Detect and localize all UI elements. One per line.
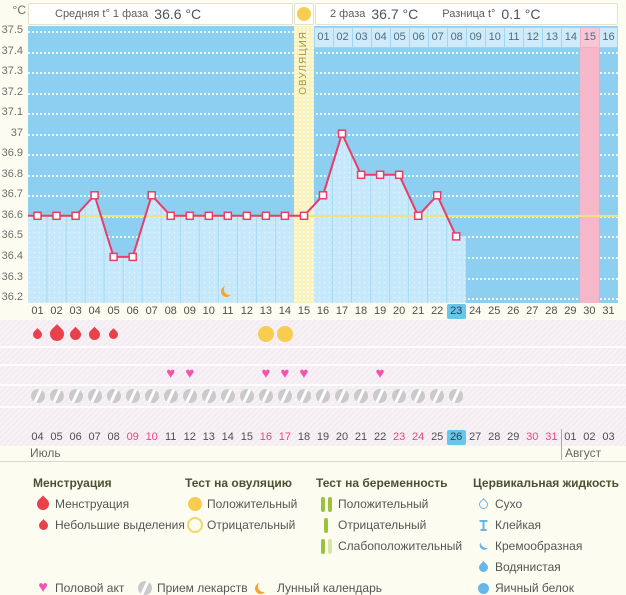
cycle-day-label[interactable]: 24 <box>469 305 482 317</box>
temp-point[interactable] <box>301 212 308 219</box>
medication-icon[interactable] <box>107 389 121 403</box>
legend-item-label: Водянистая <box>495 560 561 574</box>
temp-point[interactable] <box>415 212 422 219</box>
legend-item-label: Положительный <box>338 497 429 511</box>
medication-icon[interactable] <box>88 389 102 403</box>
cycle-day-label[interactable]: 02 <box>50 305 63 317</box>
y-axis-tick: 37.5 <box>1 24 23 36</box>
date-label[interactable]: 31 <box>545 431 558 443</box>
sticky-blue-icon <box>473 517 493 533</box>
cycle-day-label[interactable]: 17 <box>335 305 349 317</box>
medication-icon[interactable] <box>126 389 140 403</box>
medication-icon[interactable] <box>278 389 292 403</box>
date-label[interactable]: 11 <box>164 431 177 443</box>
legend-item-label: Сухо <box>495 497 523 511</box>
temp-point[interactable] <box>34 212 41 219</box>
date-label[interactable]: 23 <box>392 431 406 443</box>
date-label[interactable]: 27 <box>469 431 482 443</box>
cycle-day-label[interactable]: 29 <box>564 305 577 317</box>
date-label[interactable]: 13 <box>202 431 215 443</box>
menstruation-icon[interactable] <box>31 328 44 341</box>
cycle-day-label[interactable]: 18 <box>354 305 368 317</box>
circle-yellow-icon <box>185 496 205 512</box>
intercourse-icon[interactable]: ♥ <box>185 365 195 382</box>
date-label[interactable]: 06 <box>69 431 82 443</box>
cycle-day-label[interactable]: 11 <box>222 305 234 317</box>
lunar-calendar-icon <box>224 284 235 295</box>
medication-icon[interactable] <box>50 389 64 403</box>
medication-icon[interactable] <box>259 389 273 403</box>
y-axis-tick: 37 <box>10 126 23 139</box>
date-label[interactable]: 10 <box>145 431 158 443</box>
temp-point[interactable] <box>186 212 193 219</box>
date-label[interactable]: 17 <box>278 431 292 443</box>
phase1-value: 36.6 °C <box>154 6 202 22</box>
ovulation-marker-cell <box>294 3 314 25</box>
temp-point[interactable] <box>396 171 403 178</box>
temp-point[interactable] <box>205 212 212 219</box>
menstruation-icon[interactable] <box>87 326 103 342</box>
moon-orange-icon <box>255 580 275 595</box>
bars-weak-icon <box>316 538 336 554</box>
cycle-day-label[interactable]: 26 <box>507 305 520 317</box>
dpo-cell: 07 <box>428 27 448 48</box>
y-axis <box>0 0 26 320</box>
temp-point[interactable] <box>91 192 98 199</box>
y-axis-tick: 36.6 <box>1 208 23 221</box>
date-label[interactable]: 02 <box>583 431 596 443</box>
legend-item-label: Яичный белок <box>495 581 574 595</box>
date-label[interactable]: 12 <box>183 431 196 443</box>
cycle-day-label[interactable]: 14 <box>278 305 292 317</box>
pill-gray-icon <box>135 580 155 595</box>
temp-point[interactable] <box>453 233 460 240</box>
medication-icon[interactable] <box>221 389 235 403</box>
temp-point[interactable] <box>53 212 60 219</box>
legend-item-label: Прием лекарств <box>157 581 248 595</box>
y-axis-tick: 36.2 <box>1 291 23 303</box>
medication-icon[interactable] <box>145 389 159 403</box>
date-label[interactable]: 08 <box>107 431 120 443</box>
cycle-day-label[interactable]: 12 <box>240 305 254 317</box>
cycle-day-label[interactable]: 10 <box>202 305 215 317</box>
date-label[interactable]: 20 <box>335 431 349 443</box>
medication-icon[interactable] <box>297 389 311 403</box>
date-label[interactable]: 26 <box>447 430 466 445</box>
ovulation-column-label: ОВУЛЯЦИЯ <box>298 31 309 95</box>
date-label[interactable]: 03 <box>602 431 615 443</box>
temp-point[interactable] <box>377 171 384 178</box>
cycle-day-label[interactable]: 16 <box>316 305 330 317</box>
phase2-label: 2 фаза <box>330 8 366 20</box>
dpo-cell: 11 <box>504 27 524 48</box>
date-label[interactable]: 19 <box>316 431 330 443</box>
cycle-day-label[interactable]: 01 <box>31 305 44 317</box>
medication-icon[interactable] <box>373 389 387 403</box>
medication-icon[interactable] <box>31 389 45 403</box>
cycle-day-label[interactable]: 21 <box>411 305 425 317</box>
intercourse-icon[interactable]: ♥ <box>261 365 271 382</box>
phase2-value: 36.7 °C <box>371 6 419 22</box>
y-axis-tick: 36.4 <box>1 249 23 262</box>
cycle-day-label[interactable]: 07 <box>145 305 158 317</box>
medication-icon[interactable] <box>449 389 463 403</box>
bars-two-icon <box>316 496 336 512</box>
heart-pink-icon: ♥ <box>38 579 48 595</box>
date-label[interactable]: 07 <box>88 431 101 443</box>
intercourse-icon[interactable]: ♥ <box>166 365 176 382</box>
temp-point[interactable] <box>224 212 231 219</box>
legend <box>0 468 626 595</box>
drop-blue-icon <box>473 559 493 575</box>
phase2-summary-box <box>315 3 618 25</box>
circle-blue-icon <box>473 580 493 595</box>
diff-label: Разница t° <box>442 8 496 20</box>
medication-icon[interactable] <box>164 389 178 403</box>
intercourse-icon[interactable]: ♥ <box>299 365 309 382</box>
drop-outline-blue-icon <box>473 496 493 512</box>
medication-icon[interactable] <box>183 389 197 403</box>
date-label[interactable]: 24 <box>411 431 425 443</box>
date-label[interactable]: 21 <box>354 431 368 443</box>
ovulation-test-positive-icon[interactable] <box>277 326 293 342</box>
temp-point[interactable] <box>110 253 117 260</box>
cycle-day-label[interactable]: 08 <box>164 305 177 317</box>
creamy-blue-icon <box>473 538 493 554</box>
cycle-day-label[interactable]: 15 <box>297 305 311 317</box>
cycle-day-label[interactable]: 28 <box>545 305 558 317</box>
date-label[interactable]: 25 <box>431 431 444 443</box>
y-axis-tick: 36.8 <box>1 167 23 180</box>
ovulation-positive-icon <box>297 7 311 21</box>
temp-point[interactable] <box>339 130 346 137</box>
intercourse-icon[interactable]: ♥ <box>280 365 290 382</box>
ovulation-test-positive-icon[interactable] <box>258 326 274 342</box>
dpo-cell: 09 <box>466 27 486 48</box>
legend-item-label: Небольшие выделения <box>55 518 185 532</box>
date-label[interactable]: 16 <box>259 431 273 443</box>
chart-area <box>28 0 618 462</box>
cycle-day-label[interactable]: 09 <box>183 305 196 317</box>
legend-item-label: Лунный календарь <box>277 581 383 595</box>
cycle-day-label[interactable]: 25 <box>488 305 501 317</box>
temp-point[interactable] <box>167 212 174 219</box>
cycle-day-label[interactable]: 06 <box>126 305 139 317</box>
medication-icon[interactable] <box>430 389 444 403</box>
cycle-day-label[interactable]: 31 <box>602 305 615 317</box>
y-axis-tick: 36.7 <box>1 188 23 201</box>
cycle-day-label[interactable]: 04 <box>88 305 101 317</box>
dpo-cell: 03 <box>352 27 372 48</box>
date-label[interactable]: 01 <box>564 431 577 443</box>
dpo-cell: 15 <box>580 27 600 48</box>
legend-item-label: Слабоположительный <box>338 539 463 553</box>
medication-icon[interactable] <box>392 389 406 403</box>
temp-point[interactable] <box>320 192 327 199</box>
y-axis-tick: 37.2 <box>1 85 23 98</box>
dpo-cell: 14 <box>561 27 581 48</box>
drop-large-icon <box>33 496 53 512</box>
temp-unit-label: °C <box>12 3 26 17</box>
date-label[interactable]: 09 <box>126 431 139 443</box>
date-label[interactable]: 04 <box>31 431 44 443</box>
menstruation-icon[interactable] <box>47 324 67 344</box>
temp-point[interactable] <box>262 212 269 219</box>
cycle-day-label[interactable]: 05 <box>107 305 120 317</box>
y-axis-tick: 36.9 <box>1 147 23 160</box>
cycle-day-label[interactable]: 13 <box>259 305 273 317</box>
legend-item-label: Клейкая <box>495 518 542 532</box>
dpo-cell: 06 <box>409 27 429 48</box>
dpo-cell: 08 <box>447 27 467 48</box>
legend-section-title: Менструация <box>33 476 112 490</box>
dpo-cell: 02 <box>333 27 353 48</box>
dpo-cell: 12 <box>523 27 543 48</box>
medication-icon[interactable] <box>335 389 349 403</box>
dpo-cell: 13 <box>542 27 562 48</box>
dpo-cell: 10 <box>485 27 505 48</box>
temp-point[interactable] <box>281 212 288 219</box>
legend-section-title: Цервикальная жидкость <box>473 476 620 490</box>
medication-icon[interactable] <box>69 389 83 403</box>
temp-point[interactable] <box>434 192 441 199</box>
temp-point[interactable] <box>148 192 155 199</box>
temp-point[interactable] <box>358 171 365 178</box>
circle-yellow-outline-icon <box>185 517 205 533</box>
medication-icon[interactable] <box>240 389 254 403</box>
temp-point[interactable] <box>129 253 136 260</box>
legend-item-label: Отрицательный <box>338 518 427 532</box>
month-separator <box>561 429 562 460</box>
dpo-cell: 01 <box>314 27 334 48</box>
legend-item-label: Менструация <box>55 497 130 511</box>
legend-section-title: Тест на овуляцию <box>185 476 292 490</box>
menstruation-icon[interactable] <box>107 328 120 341</box>
diff-value: 0.1 °C <box>501 6 541 22</box>
dpo-cell: 05 <box>390 27 410 48</box>
legend-item-label: Отрицательный <box>207 518 296 532</box>
phase1-summary-box <box>28 3 293 25</box>
date-label[interactable]: 29 <box>507 431 520 443</box>
menstruation-icon[interactable] <box>68 326 84 342</box>
cycle-day-label[interactable]: 27 <box>526 305 539 317</box>
bar-one-icon <box>316 517 336 533</box>
date-label[interactable]: 22 <box>373 431 387 443</box>
legend-section-title: Тест на беременность <box>316 476 448 490</box>
date-label[interactable]: 05 <box>50 431 63 443</box>
temp-point[interactable] <box>243 212 250 219</box>
y-axis-tick: 37.1 <box>1 106 23 119</box>
cycle-day-label[interactable]: 23 <box>447 304 466 319</box>
phase1-label: Средняя t° 1 фаза <box>55 8 149 20</box>
date-label[interactable]: 28 <box>488 431 501 443</box>
y-axis-tick: 37.4 <box>1 44 23 57</box>
medication-icon[interactable] <box>316 389 330 403</box>
cycle-day-label[interactable]: 03 <box>69 305 82 317</box>
cycle-day-label[interactable]: 20 <box>392 305 406 317</box>
y-axis-tick: 37.3 <box>1 65 23 78</box>
dpo-cell: 04 <box>371 27 391 48</box>
legend-item-label: Кремообразная <box>495 539 583 553</box>
month-label-august: Август <box>565 446 602 460</box>
medication-icon[interactable] <box>411 389 425 403</box>
date-label[interactable]: 14 <box>221 431 234 443</box>
cycle-day-label[interactable]: 19 <box>373 305 387 317</box>
medication-icon[interactable] <box>202 389 216 403</box>
legend-item-label: Положительный <box>207 497 298 511</box>
date-label[interactable]: 15 <box>240 431 254 443</box>
y-axis-tick: 36.3 <box>1 270 23 283</box>
intercourse-icon[interactable]: ♥ <box>375 365 385 382</box>
y-axis-tick: 36.5 <box>1 229 23 242</box>
dpo-cell: 16 <box>599 27 618 48</box>
medication-icon[interactable] <box>354 389 368 403</box>
legend-item-label: Половой акт <box>55 581 125 595</box>
drop-small-icon <box>33 517 53 533</box>
date-label[interactable]: 30 <box>526 431 539 443</box>
date-label[interactable]: 18 <box>297 431 311 443</box>
month-label-july: Июль <box>30 446 61 460</box>
cycle-day-label[interactable]: 30 <box>583 305 596 317</box>
temp-point[interactable] <box>72 212 79 219</box>
cycle-day-label[interactable]: 22 <box>431 305 444 317</box>
